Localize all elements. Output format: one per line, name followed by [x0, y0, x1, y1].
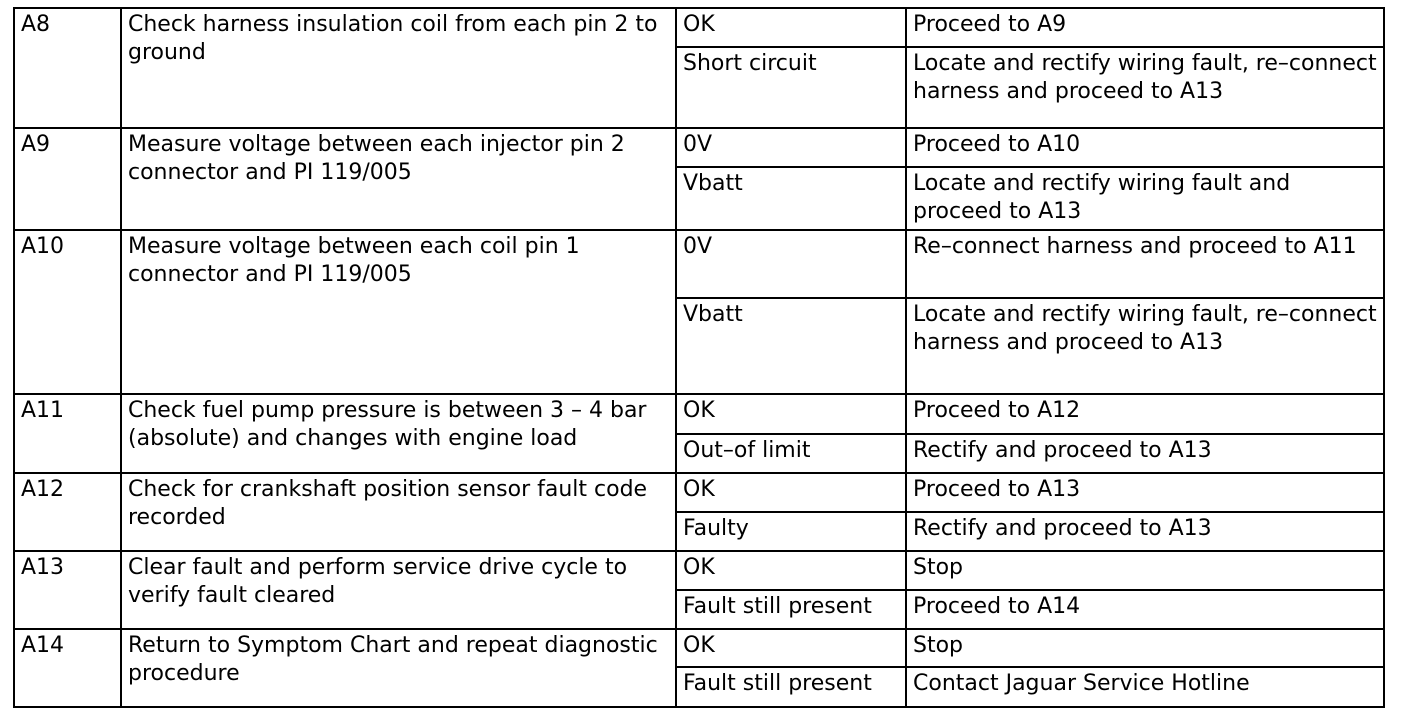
result-cell: Vbatt — [676, 298, 906, 395]
test-action-cell: Measure voltage between each coil pin 1 connector and PI 119/005 — [121, 230, 676, 394]
next-action-cell: Rectify and proceed to A13 — [906, 512, 1384, 551]
test-action-cell: Check fuel pump pressure is between 3 – 4 bar (absolute) and changes with engine load — [121, 394, 676, 473]
result-cell: OK — [676, 551, 906, 589]
next-action-cell: Proceed to A10 — [906, 128, 1384, 166]
next-action-cell: Stop — [906, 551, 1384, 589]
result-cell: Out–of limit — [676, 434, 906, 473]
step-id-cell: A14 — [14, 629, 121, 707]
next-action-cell: Stop — [906, 629, 1384, 667]
test-action-cell: Check harness insulation coil from each pin 2 to ground — [121, 8, 676, 128]
test-action-cell: Check for crankshaft position sensor fault code recorded — [121, 473, 676, 551]
table-row — [14, 551, 1384, 589]
table-row — [14, 473, 1384, 511]
result-cell: OK — [676, 8, 906, 47]
next-action-cell: Proceed to A14 — [906, 590, 1384, 629]
next-action-cell: Proceed to A13 — [906, 473, 1384, 511]
test-action-cell: Return to Symptom Chart and repeat diagnostic procedure — [121, 629, 676, 707]
diagnostic-table — [13, 7, 1385, 708]
next-action-cell: Proceed to A12 — [906, 394, 1384, 433]
next-action-cell: Re–connect harness and proceed to A11 — [906, 230, 1384, 298]
next-action-cell: Rectify and proceed to A13 — [906, 434, 1384, 473]
table-row — [14, 629, 1384, 667]
result-cell: OK — [676, 629, 906, 667]
test-action-cell: Measure voltage between each injector pin 2 connector and PI 119/005 — [121, 128, 676, 230]
step-id-cell: A10 — [14, 230, 121, 394]
step-id-cell: A9 — [14, 128, 121, 230]
result-cell: Vbatt — [676, 167, 906, 230]
result-cell: OK — [676, 473, 906, 511]
result-cell: 0V — [676, 128, 906, 166]
step-id-cell: A13 — [14, 551, 121, 629]
step-id-cell: A11 — [14, 394, 121, 473]
result-cell: 0V — [676, 230, 906, 298]
table-row — [14, 230, 1384, 298]
next-action-cell: Locate and rectify wiring fault, re–connect harness and proceed to A13 — [906, 298, 1384, 395]
result-cell: Fault still present — [676, 667, 906, 707]
next-action-cell: Contact Jaguar Service Hotline — [906, 667, 1384, 707]
diagnostic-table-body — [14, 8, 1384, 707]
test-action-cell: Clear fault and perform service drive cycle to verify fault cleared — [121, 551, 676, 629]
result-cell: Faulty — [676, 512, 906, 551]
result-cell: Short circuit — [676, 47, 906, 128]
result-cell: OK — [676, 394, 906, 433]
result-cell: Fault still present — [676, 590, 906, 629]
table-row — [14, 128, 1384, 166]
table-row — [14, 8, 1384, 47]
next-action-cell: Proceed to A9 — [906, 8, 1384, 47]
next-action-cell: Locate and rectify wiring fault, re–connect harness and proceed to A13 — [906, 47, 1384, 128]
next-action-cell: Locate and rectify wiring fault and proceed to A13 — [906, 167, 1384, 230]
table-row — [14, 394, 1384, 433]
step-id-cell: A8 — [14, 8, 121, 128]
step-id-cell: A12 — [14, 473, 121, 551]
